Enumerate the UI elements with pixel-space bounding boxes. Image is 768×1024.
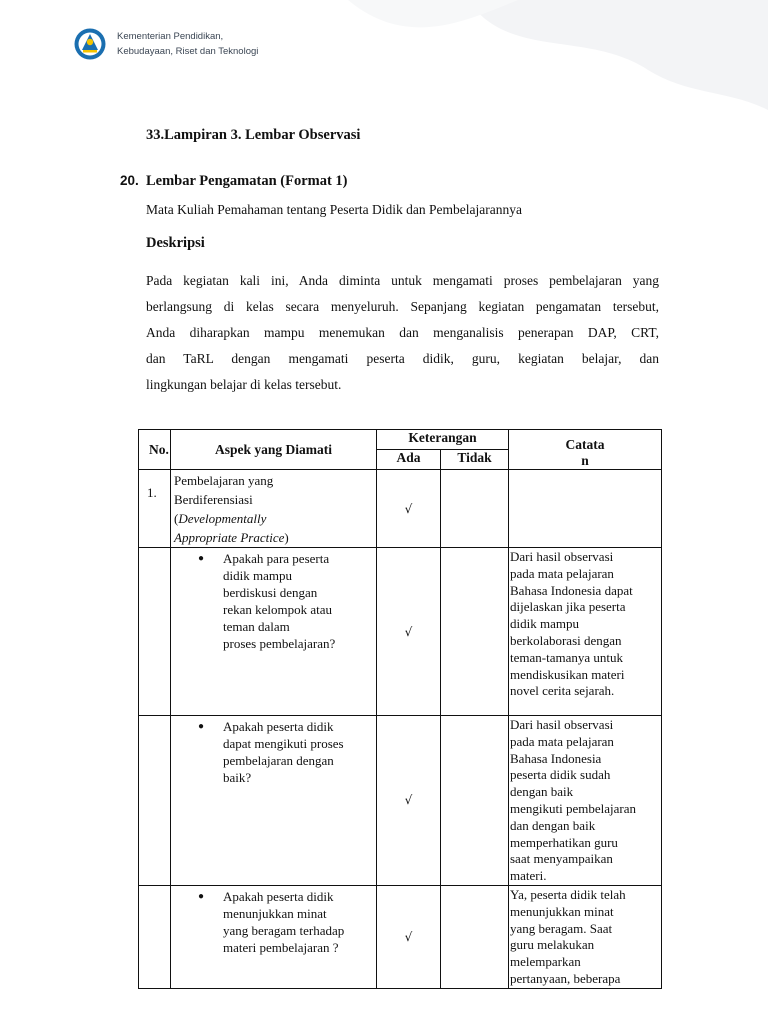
description-line: berlangsung di kelas secara menyeluruh. Sepanjang kegiatan pengamatan tersebut, xyxy=(146,299,659,314)
ada-check-mark: √ xyxy=(377,716,441,886)
question-line: Apakah peserta didik xyxy=(223,719,334,734)
aspect-italic: Developmentally xyxy=(178,511,267,526)
question-line: berdiskusi dengan xyxy=(223,585,318,600)
question-line: menunjukkan minat xyxy=(223,905,327,921)
description-line: lingkungan belajar di kelas tersebut. xyxy=(146,377,342,392)
table-row xyxy=(139,716,662,886)
description-line: Anda diharapkan mampu menemukan dan menganalisis penerapan DAP, CRT, xyxy=(146,325,659,340)
note-line: dan dengan baik xyxy=(510,817,596,833)
question-line: proses pembelajaran? xyxy=(223,636,336,651)
question-item xyxy=(198,550,372,652)
header-keterangan: Keterangan xyxy=(377,430,509,450)
note-line: novel cerita sejarah. xyxy=(510,683,615,699)
table-row xyxy=(139,885,662,988)
question-cell xyxy=(171,548,377,716)
question-item xyxy=(198,718,372,786)
row-number: 1. xyxy=(139,470,171,548)
question-line: pembelajaran dengan xyxy=(223,753,334,768)
note-line: pada mata pelajaran xyxy=(510,733,614,749)
row-number-empty xyxy=(139,885,171,988)
question-line: Apakah para peserta xyxy=(223,551,330,566)
note-line: peserta didik sudah xyxy=(510,767,611,783)
ministry-line-2: Kebudayaan, Riset dan Teknologi xyxy=(117,46,259,57)
tidak-cell xyxy=(441,716,509,886)
section-number: 33. xyxy=(146,127,165,143)
page-header xyxy=(74,28,258,60)
note-cell xyxy=(509,548,662,716)
aspect-close-paren: ) xyxy=(284,530,289,545)
note-line: materi. xyxy=(510,868,547,884)
note-line: Dari hasil observasi xyxy=(510,717,614,732)
note-line: Bahasa Indonesia dapat xyxy=(510,582,633,598)
aspect-line: Berdiferensiasi xyxy=(174,492,253,507)
header-catatan-line-2: n xyxy=(581,453,589,468)
question-line: yang beragam terhadap xyxy=(223,922,345,938)
question-line: didik mampu xyxy=(223,568,292,583)
observation-table xyxy=(138,429,662,989)
note-line: yang beragam. Saat xyxy=(510,920,613,936)
aspect-open-paren: ( xyxy=(174,511,179,526)
header-catatan-line-1: Catata xyxy=(565,437,605,452)
note-line: dijelaskan jika peserta xyxy=(510,599,626,615)
ministry-line-1: Kementerian Pendidikan, xyxy=(117,31,224,42)
description-heading: Deskripsi xyxy=(146,235,205,251)
question-cell xyxy=(171,716,377,886)
note-line: guru melakukan xyxy=(510,937,595,953)
subsection-heading xyxy=(120,173,348,190)
row-number-empty xyxy=(139,548,171,716)
table-row xyxy=(139,548,662,716)
tidak-cell xyxy=(441,548,509,716)
note-line: Ya, peserta didik telah xyxy=(510,886,626,902)
tidak-cell xyxy=(441,885,509,988)
header-ada: Ada xyxy=(377,450,441,470)
subsection-title: Lembar Pengamatan (Format 1) xyxy=(146,173,348,189)
question-cell xyxy=(171,885,377,988)
question-line: dapat mengikuti proses xyxy=(223,736,344,751)
aspect-italic: Appropriate Practice xyxy=(174,530,285,545)
aspect-main-title xyxy=(171,470,377,548)
section-title: Lampiran 3. Lembar Observasi xyxy=(164,127,361,143)
description-line: Pada kegiatan kali ini, Anda diminta untuk mengamati proses pembelajaran yang xyxy=(146,273,659,288)
header-tidak: Tidak xyxy=(441,450,509,470)
note-line: dengan baik xyxy=(510,784,574,800)
question-line: baik? xyxy=(223,770,252,785)
question-text xyxy=(223,550,372,652)
table-row xyxy=(139,470,662,548)
ada-check-mark: √ xyxy=(377,548,441,716)
aspect-line xyxy=(174,528,373,547)
note-line: menunjukkan minat xyxy=(510,903,614,919)
question-text xyxy=(223,718,372,786)
note-line: mengikuti pembelajaran xyxy=(510,800,636,816)
note-line: saat menyampaikan xyxy=(510,851,613,867)
note-cell xyxy=(509,885,662,988)
tidak-cell xyxy=(441,470,509,548)
note-cell xyxy=(509,470,662,548)
ada-check-mark: √ xyxy=(377,885,441,988)
header-aspek: Aspek yang Diamati xyxy=(171,430,377,470)
header-catatan xyxy=(509,430,662,470)
ministry-name xyxy=(117,29,258,59)
note-line: Dari hasil observasi xyxy=(510,549,614,564)
question-line: Apakah peserta didik xyxy=(223,888,334,904)
note-line: memperhatikan guru xyxy=(510,834,618,850)
aspect-line: Pembelajaran yang xyxy=(174,473,274,488)
table-header-row xyxy=(139,430,662,450)
question-line: rekan kelompok atau xyxy=(223,602,333,617)
description-line: dan TaRL dengan mengamati peserta didik, guru, kegiatan belajar, dan xyxy=(146,351,659,366)
note-line: pada mata pelajaran xyxy=(510,565,614,581)
bullet-icon: ● xyxy=(198,553,205,564)
background-wave-shape xyxy=(348,0,768,130)
note-line: mendiskusikan materi xyxy=(510,666,625,682)
bullet-icon: ● xyxy=(198,890,205,902)
question-item xyxy=(198,888,372,956)
row-number-empty xyxy=(139,716,171,886)
header-no: No. xyxy=(139,430,171,470)
aspect-line xyxy=(174,509,373,528)
tut-wuri-handayani-logo-icon xyxy=(74,28,106,60)
note-line: didik mampu xyxy=(510,616,579,632)
subsection-number: 20. xyxy=(120,173,139,188)
note-line: Bahasa Indonesia xyxy=(510,750,602,766)
course-name: Mata Kuliah Pemahaman tentang Peserta Didik dan Pembelajarannya xyxy=(146,202,523,217)
ada-check-mark: √ xyxy=(377,470,441,548)
note-line: teman-tamanya untuk xyxy=(510,649,623,665)
description-paragraph xyxy=(146,268,659,398)
question-line: materi pembelajaran ? xyxy=(223,939,339,955)
question-line: teman dalam xyxy=(223,619,290,634)
note-line: berkolaborasi dengan xyxy=(510,632,622,648)
note-line: melemparkan xyxy=(510,954,581,970)
note-cell xyxy=(509,716,662,886)
section-heading xyxy=(146,127,360,144)
bullet-icon: ● xyxy=(198,721,205,732)
question-text xyxy=(223,888,372,956)
note-line: pertanyaan, beberapa xyxy=(510,970,621,986)
